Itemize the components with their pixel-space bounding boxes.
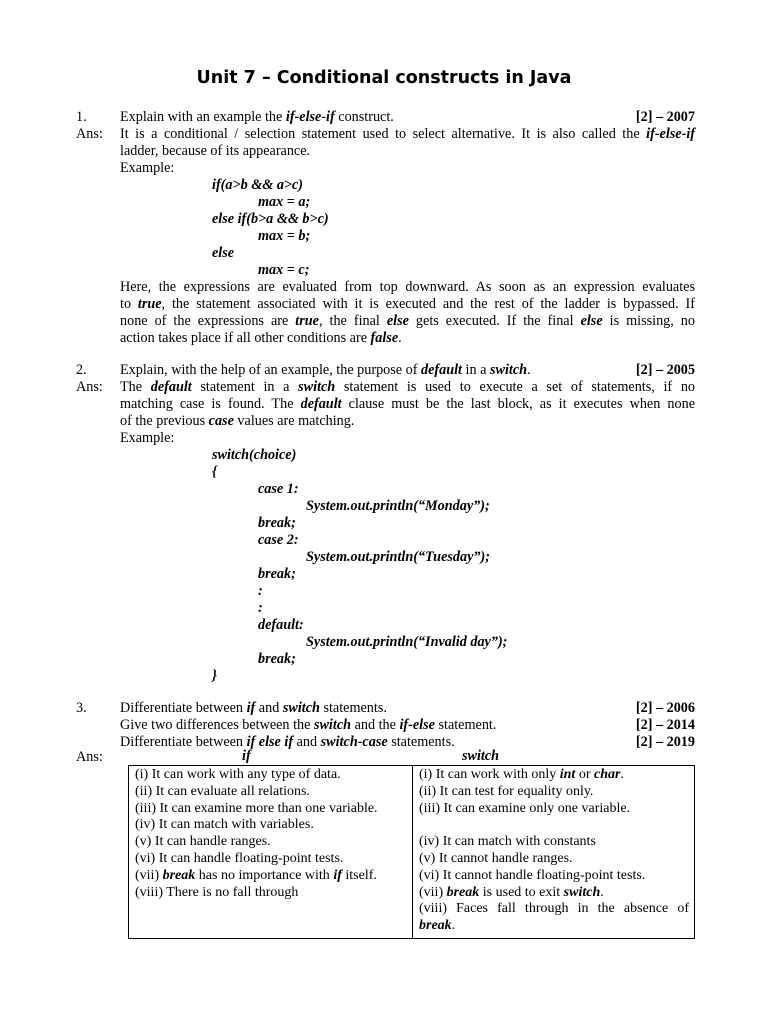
q1-paragraph-line: to true, the statement associated with it is executed and the rest of the ladder is bypassed. If — [120, 296, 695, 312]
code-line: break; — [258, 651, 296, 667]
q3-question: Differentiate between if and switch statements. — [120, 700, 387, 716]
column-header-if: if — [242, 748, 251, 764]
q2-example-label: Example: — [120, 430, 175, 446]
switch-column-cell — [413, 766, 695, 939]
code-line: { — [212, 464, 217, 480]
list-item: (viii) There is no fall through — [135, 884, 299, 900]
q2-question: Explain, with the help of an example, the purpose of default in a switch. — [120, 362, 531, 378]
code-line: break; — [258, 515, 296, 531]
code-line: max = b; — [258, 228, 311, 244]
q1-number: 1. — [76, 109, 87, 125]
code-line: else if(b>a && b>c) — [212, 211, 329, 227]
code-line: } — [212, 668, 217, 684]
q2-answer-line: matching case is found. The default clause must be the last block, as it executes when none — [120, 396, 695, 412]
list-item: (v) It can handle ranges. — [135, 834, 271, 850]
if-column-cell — [129, 766, 413, 939]
q3-ans-label: Ans: — [76, 749, 103, 765]
q3-year: [2] – 2014 — [635, 717, 695, 733]
q1-paragraph-line: none of the expressions are true, the final else gets executed. If the final else is missing, no — [120, 313, 695, 329]
code-line: switch(choice) — [212, 447, 297, 463]
list-item: (vi) It cannot handle floating-point tests. — [419, 867, 646, 883]
list-item: (viii) Faces fall through in the absence of — [419, 901, 689, 917]
list-item: (v) It cannot handle ranges. — [419, 850, 573, 866]
comparison-table — [128, 765, 695, 939]
list-item: (ii) It can test for equality only. — [419, 783, 594, 799]
q1-year: [2] – 2007 — [635, 109, 695, 125]
q3-year: [2] – 2019 — [635, 734, 695, 750]
code-line: default: — [258, 617, 304, 633]
q2-ans-label: Ans: — [76, 379, 103, 395]
list-item: (ii) It can evaluate all relations. — [135, 783, 310, 799]
code-line: break; — [258, 566, 296, 582]
q2-answer-line: of the previous case values are matching. — [120, 413, 355, 429]
code-line: System.out.println(“Invalid day”); — [306, 634, 508, 650]
q1-ans-label: Ans: — [76, 126, 103, 142]
list-item: (vi) It can handle floating-point tests. — [135, 850, 344, 866]
list-item: (iv) It can match with variables. — [135, 817, 314, 833]
code-line: : — [258, 600, 263, 616]
q2-answer-line: The default statement in a switch statement is used to execute a set of statements, if no — [120, 379, 696, 395]
q1-paragraph-line: action takes place if all other conditions are false. — [120, 330, 402, 346]
list-item: (iii) It can examine only one variable. — [419, 800, 631, 816]
code-line: System.out.println(“Tuesday”); — [306, 549, 490, 565]
code-line: max = a; — [258, 194, 311, 210]
q1-answer-line: ladder, because of its appearance. — [120, 143, 311, 159]
code-line: else — [212, 245, 235, 261]
code-line: case 2: — [258, 532, 299, 548]
q3-year: [2] – 2006 — [635, 700, 695, 716]
q3-question: Differentiate between if else if and switch-case statements. — [120, 734, 455, 750]
q1-paragraph-line: Here, the expressions are evaluated from top downward. As soon as an expression evaluates — [120, 279, 695, 295]
code-line: System.out.println(“Monday”); — [306, 498, 490, 514]
q3-question: Give two differences between the switch and the if-else statement. — [120, 717, 497, 733]
column-header-switch: switch — [462, 748, 500, 764]
code-line: case 1: — [258, 481, 299, 497]
code-line: if(a>b && a>c) — [212, 177, 304, 193]
q2-year: [2] – 2005 — [635, 362, 695, 378]
q1-answer-line: It is a conditional / selection statement used to select alternative. It is also called the if-else-if — [120, 126, 695, 142]
table-row — [129, 766, 695, 939]
list-item: (iii) It can examine more than one variable. — [135, 800, 378, 816]
list-item: (iv) It can match with constants — [419, 834, 596, 850]
list-item: (vii) break has no importance with if itself. — [135, 867, 377, 883]
list-item: (vii) break is used to exit switch. — [419, 884, 604, 900]
list-item: (i) It can work with only int or char. — [419, 767, 624, 782]
q2-number: 2. — [76, 362, 87, 378]
list-item: break. — [419, 918, 456, 934]
page-title: Unit 7 – Conditional constructs in Java — [196, 68, 572, 88]
q1-question: Explain with an example the if-else-if construct. — [120, 109, 394, 125]
spacer — [419, 817, 689, 834]
q1-example-label: Example: — [120, 160, 175, 176]
code-line: : — [258, 583, 263, 599]
code-line: max = c; — [258, 262, 310, 278]
list-item: (i) It can work with any type of data. — [135, 767, 341, 782]
q3-number: 3. — [76, 700, 87, 716]
